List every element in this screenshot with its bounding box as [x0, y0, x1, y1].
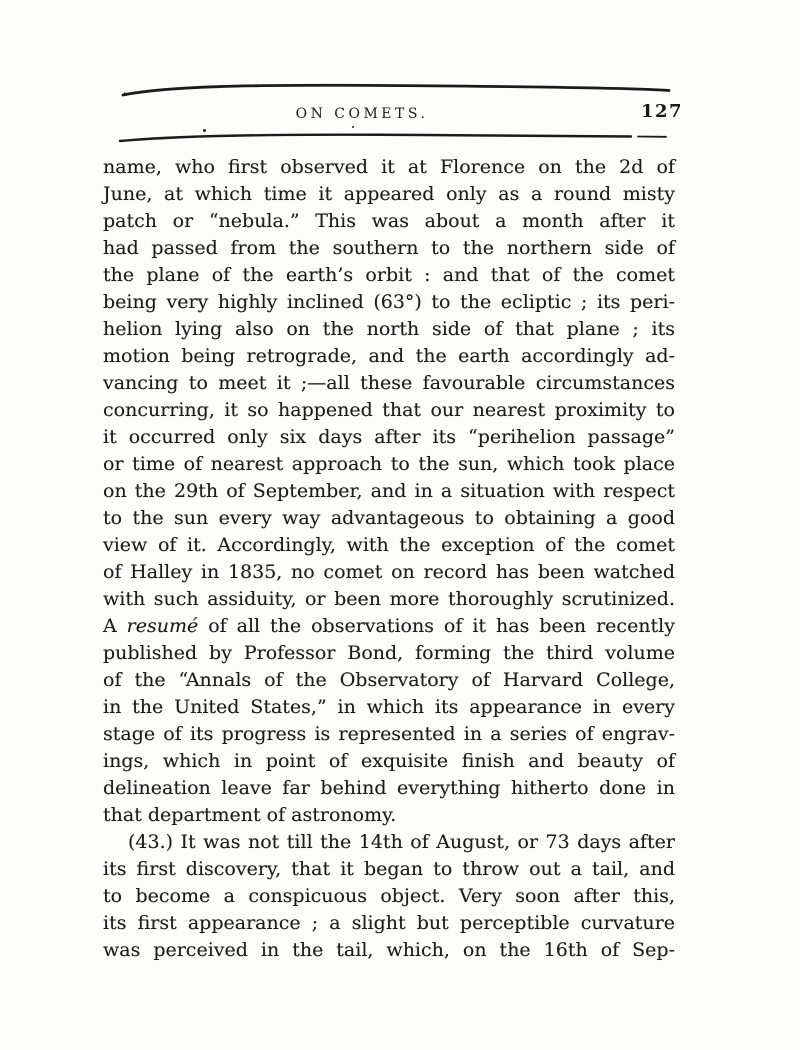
text-line: delineation leave far behind everything hitherto done in	[103, 777, 675, 799]
text-line: or time of nearest approach to the sun, which took place	[103, 453, 675, 475]
text-line: patch or “nebula.” This was about a month after it	[103, 210, 675, 232]
text-line: the plane of the earth’s orbit : and that of the comet	[103, 264, 675, 286]
text-line: helion lying also on the north side of that plane ; its	[103, 318, 675, 340]
text-line: its first discovery, that it began to throw out a tail, and	[103, 858, 675, 880]
text-line: published by Professor Bond, forming the third volume	[103, 642, 675, 664]
page-number: 127	[641, 101, 684, 122]
text-line: with such assiduity, or been more thoroughly scrutinized.	[103, 588, 675, 610]
header-rule-top	[120, 82, 672, 98]
page-body-text	[103, 154, 675, 964]
text-line: it occurred only six days after its “perihelion passage”	[103, 426, 675, 448]
text-line: motion being retrograde, and the earth accordingly ad-	[103, 345, 675, 367]
text-line: had passed from the southern to the northern side of	[103, 237, 675, 259]
text-line: (43.) It was not till the 14th of August, or 73 days after	[128, 831, 675, 853]
text-line: stage of its progress is represented in a series of engrav-	[103, 723, 675, 745]
text-line: name, who first observed it at Florence on the 2d of	[103, 156, 675, 178]
text-line: on the 29th of September, and in a situation with respect	[103, 480, 675, 502]
text-line: ings, which in point of exquisite finish and beauty of	[103, 750, 675, 772]
ink-mark-comma: ,	[122, 80, 127, 98]
text-line: of Halley in 1835, no comet on record has been watched	[103, 561, 675, 583]
running-header-title: ON COMETS.	[295, 106, 429, 122]
text-segment: of all the observations of it has been recently	[198, 615, 675, 637]
text-line: its first appearance ; a slight but perceptible curvature	[103, 912, 675, 934]
text-line	[103, 613, 675, 640]
text-line: in the United States,” in which its appearance in every	[103, 696, 675, 718]
text-line: that department of astronomy.	[103, 804, 397, 826]
text-line: to the sun every way advantageous to obtaining a good	[103, 507, 675, 529]
text-line: to become a conspicuous object. Very soon after this,	[103, 885, 675, 907]
header-rule-bottom	[117, 130, 669, 144]
text-segment: A	[103, 615, 127, 637]
text-line: concurring, it so happened that our nearest proximity to	[103, 399, 675, 421]
text-line: being very highly inclined (63°) to the ecliptic ; its peri-	[103, 291, 675, 313]
ink-speck	[352, 126, 354, 128]
text-line: June, at which time it appeared only as a round misty	[103, 183, 675, 205]
text-line: of the “Annals of the Observatory of Harvard College,	[103, 669, 675, 691]
text-line: view of it. Accordingly, with the exception of the comet	[103, 534, 675, 556]
text-line: was perceived in the tail, which, on the 16th of Sep-	[103, 939, 675, 961]
text-line: vancing to meet it ;—all these favourable circumstances	[103, 372, 675, 394]
italic-word: resumé	[126, 615, 199, 637]
